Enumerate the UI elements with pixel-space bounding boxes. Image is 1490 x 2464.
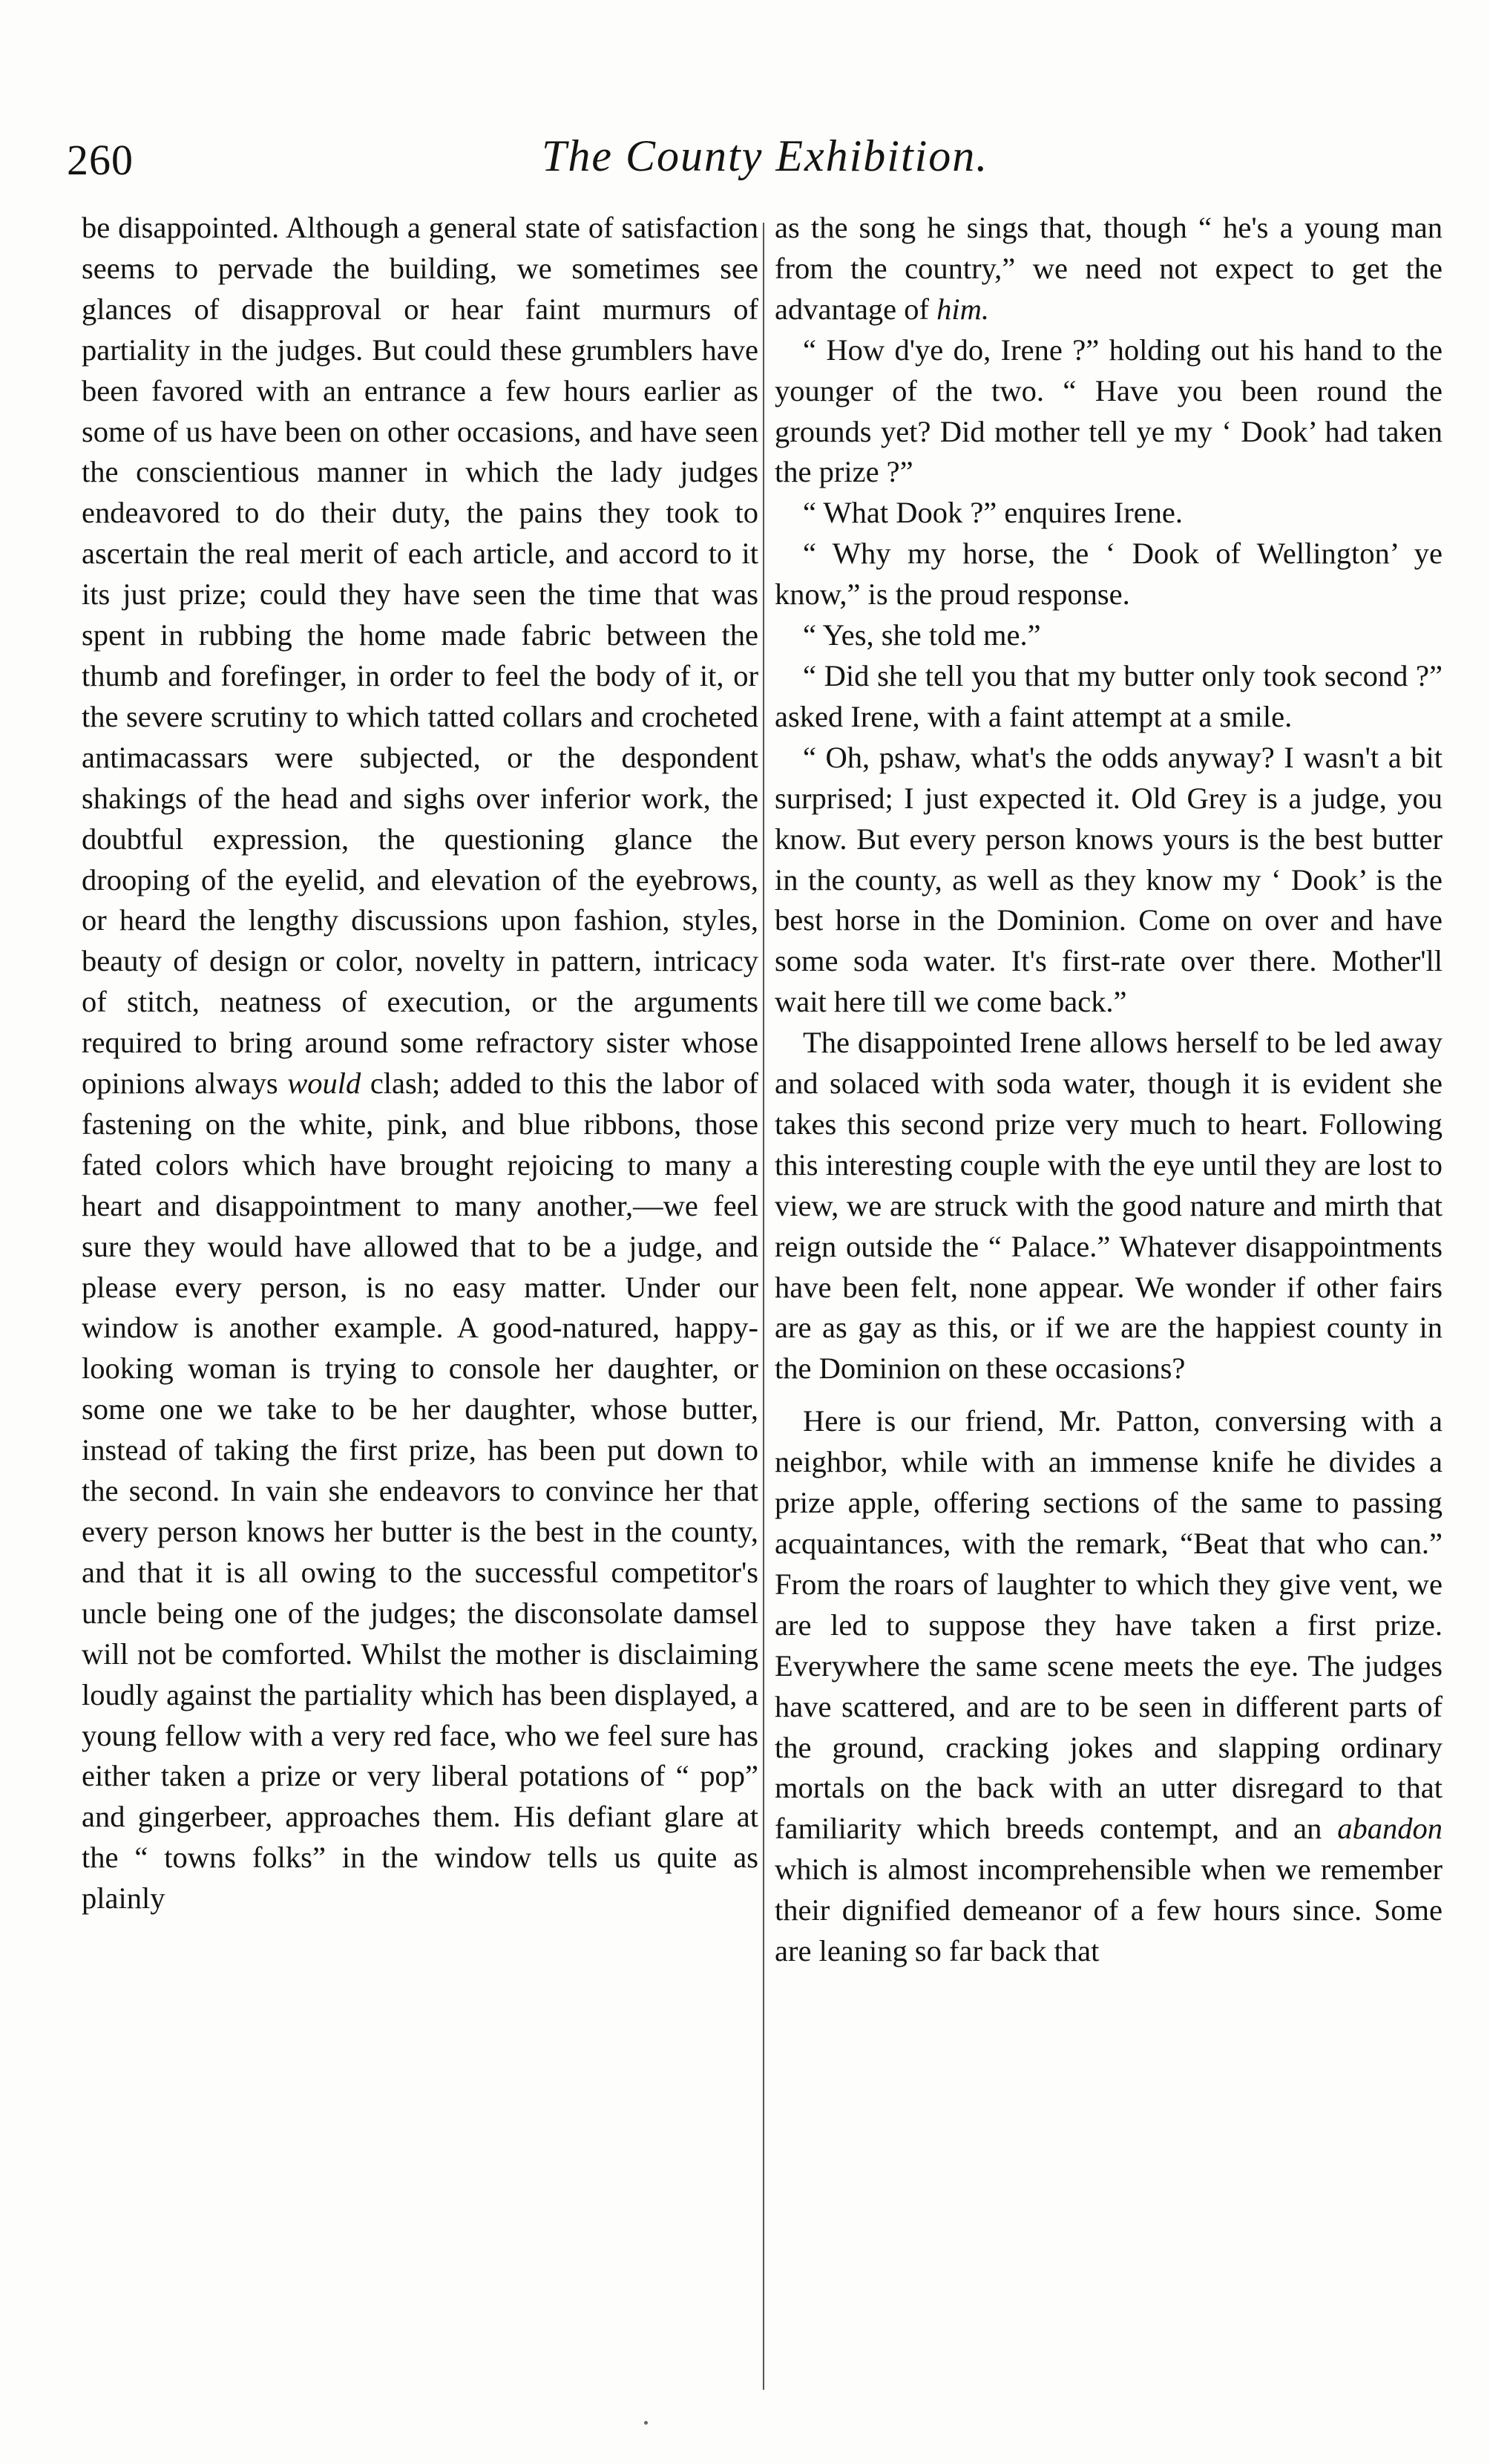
running-title: The County Exhibition. [542, 131, 989, 180]
emphasis-text: him. [936, 292, 990, 326]
paragraph [775, 208, 1443, 330]
column-divider [763, 223, 764, 2390]
right-column [775, 208, 1443, 1972]
emphasis-text: would [287, 1066, 361, 1101]
paragraph: “ What Dook ?” enquires Irene. [803, 496, 1184, 530]
paragraph [775, 1401, 1443, 1972]
left-column [82, 208, 758, 1919]
paragraph: “ Oh, pshaw, what's the odds anyway? I wasn't a bit surprised; I just expected it. Old Grey is a judge, you know. But every person knows yours is the best butter in the county, as well as they know my ‘ Dook’ is the best horse in the Dominion. Come on over and have some soda water. It's first-rate over there. Mother'll wait here till we come back.” [775, 740, 1443, 1019]
paragraph-text: be disappointed. Although a general state of satisfaction seems to pervade the building, we sometimes see glances of disapproval or hear faint murmurs of partiality in the judges. But could these grumblers have been favored with an entrance a few hours earlier as some of us have been on other occasions, and have seen the conscientious manner in which the lady judges endeavored to do their duty, the pains they took to ascertain the real merit of each article, and accord to it its just prize; could they have seen the time that was spent in rubbing the home made fabric between the thumb and forefinger, in order to feel the body of it, or the severe scrutiny to which tatted collars and crocheted antimacassars were subjected, or the despondent shakings of the head and sighs over inferior work, the doubtful expression, the questioning glance the drooping of the eyelid, and elevation of the eyebrows, or heard the lengthy discussions upon fashion, styles, beauty of design or color, novelty in pattern, intricacy of stitch, neatness of execution, or the arguments required to bring around some refractory sister whose opinions always [82, 211, 758, 1101]
paragraph: “ Why my horse, the ‘ Dook of Wellington’ ye know,” is the proud response. [775, 537, 1443, 612]
paragraph-text: as the song he sings that, though “ he's a young man from the country,” we need not expect to get the advantage of [775, 211, 1443, 326]
paragraph: “ Yes, she told me.” [803, 618, 1041, 652]
paragraph: “ How d'ye do, Irene ?” holding out his hand to the younger of the two. “ Have you been round the grounds yet? Did mother tell ye my ‘ Dook’ had taken the prize ?” [775, 332, 1443, 489]
emphasis-text: abandon [1337, 1812, 1443, 1846]
paragraph-text: Here is our friend, Mr. Patton, conversing with a neighbor, while with an immense knife he divides a prize apple, offering sections of the same to passing acquaintances, with the remark, “Beat that who can.” From the roars of laughter to which they give vent, we are led to suppose they have taken a first prize. Everywhere the same scene meets the eye. The judges have scattered, and are to be seen in different parts of the ground, cracking jokes and slapping ordinary mortals on the back with an utter disregard to that familiarity which breeds contempt, and an [775, 1404, 1443, 1846]
paragraph-text: clash; added to this the labor of fastening on the white, pink, and blue ribbons, those fated colors which have brought rejoicing to many a heart and disappointment to many another,—we feel sure they would have allowed that to be a judge, and please every person, is no easy matter. Under our window is another example. A good-natured, happy-looking woman is trying to console her daughter, or some one we take to be her daughter, whose butter, instead of taking the first prize, has been put down to the second. In vain she endeavors to convince her that every person knows her butter is the best in the county, and that it is all owing to the successful competitor's uncle being one of the judges; the disconsolate damsel will not be comforted. Whilst the mother is disclaiming loudly against the partiality which has been displayed, a young fellow with a very red face, who we feel sure has either taken a prize or very liberal potations of “ pop” and gingerbeer, approaches them. His defiant glare at the “ towns folks” in the window tells us quite as plainly [82, 1066, 759, 1916]
paragraph [82, 208, 758, 1919]
paragraph: “ Did she tell you that my butter only took second ?” asked Irene, with a faint attempt at a smile. [775, 658, 1443, 733]
paragraph: The disappointed Irene allows herself to be led away and solaced with soda water, though it is evident she takes this second prize very much to heart. Following this interesting couple with the eye until they are lost to view, we are struck with the good nature and mirth that reign outside the “ Palace.” Whatever disappointments have been felt, none appear. We wonder if other fairs are as gay as this, or if we are the happiest county in the Dominion on these occasions? [775, 1026, 1443, 1386]
paragraph-text: which is almost incomprehensible when we remember their dignified demeanor of a few hours since. Some are leaning so far back that [775, 1852, 1443, 1968]
scan-dot [644, 2421, 648, 2425]
page-number: 260 [67, 136, 134, 184]
page-header [67, 125, 1432, 184]
